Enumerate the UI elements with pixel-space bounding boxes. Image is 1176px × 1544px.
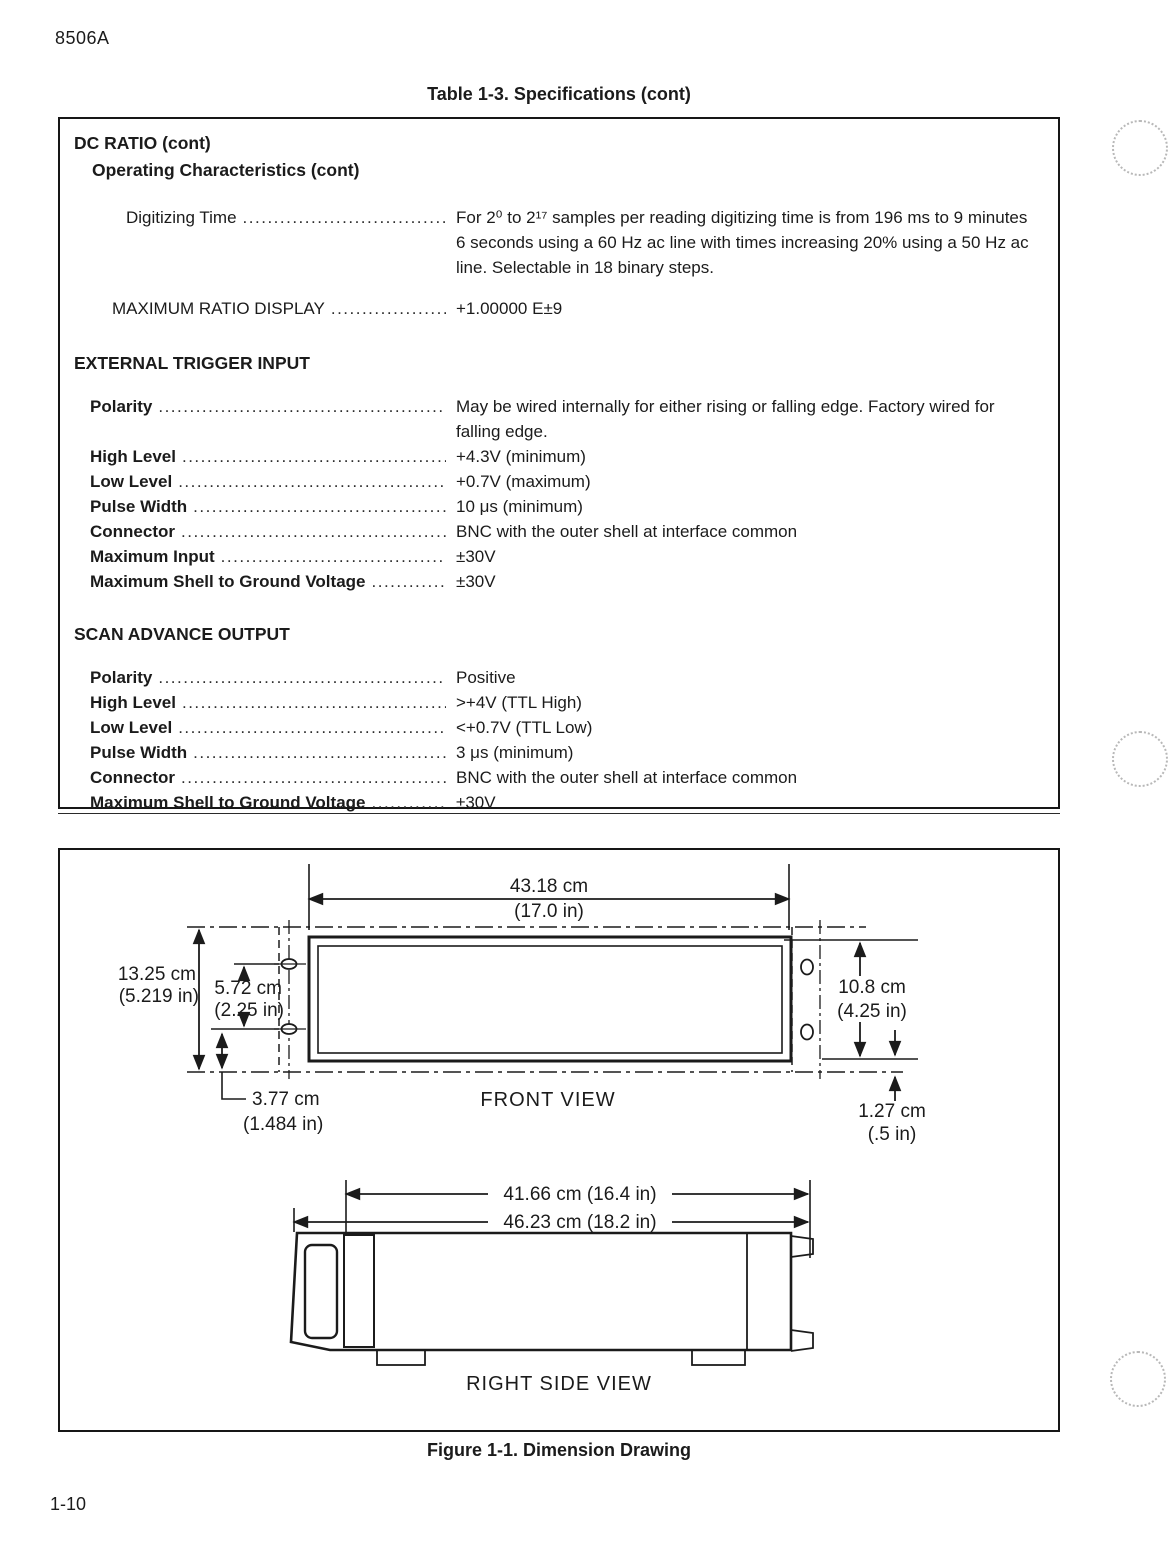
spec-row (74, 444, 1042, 469)
spec-row (74, 740, 1042, 765)
table-title: Table 1-3. Specifications (cont) (427, 84, 691, 104)
spec-label: Pulse Width (90, 743, 188, 762)
spec-label: Polarity (90, 668, 153, 687)
spec-label: High Level (90, 447, 176, 466)
spec-label: Connector (90, 522, 175, 541)
spec-value: +0.7V (maximum) (456, 472, 591, 491)
bottom-offset-in: (1.484 in) (243, 1114, 324, 1135)
front-width-in: (17.0 in) (514, 901, 584, 922)
side-chassis-dim: 41.66 cm (16.4 in) (503, 1184, 657, 1205)
dotted-leader (181, 519, 446, 544)
dimension-drawing (60, 850, 1057, 1429)
dotted-leader (181, 765, 446, 790)
spec-value: 10 μs (minimum) (456, 497, 583, 516)
dotted-leader (182, 444, 446, 469)
spec-row (74, 690, 1042, 715)
specifications-table (58, 117, 1060, 812)
opening-cm: 10.8 cm (838, 977, 906, 998)
dotted-leader (178, 469, 446, 494)
figure-caption: Figure 1-1. Dimension Drawing (426, 1440, 692, 1460)
punch-hole-artifact (1112, 120, 1168, 176)
spec-value: ±30V (456, 547, 496, 566)
spec-row (74, 765, 1042, 790)
spec-label: Digitizing Time (126, 208, 237, 227)
spec-value: BNC with the outer shell at interface common (456, 768, 798, 787)
front-height-in: (5.219 in) (118, 986, 199, 1007)
dotted-leader (331, 296, 446, 321)
front-view-drawing (187, 864, 918, 1101)
spec-row (74, 519, 1042, 544)
spec-value: +1.00000 E±9 (456, 299, 563, 318)
spec-value: May be wired internally for either rising or falling edge. Factory wired for falling edge. (456, 397, 995, 441)
dotted-leader (182, 690, 446, 715)
spec-label: Connector (90, 768, 175, 787)
opening-in: (4.25 in) (837, 1001, 907, 1022)
spec-row (74, 665, 1042, 690)
dotted-leader (178, 715, 446, 740)
dotted-leader (243, 205, 446, 230)
hole-spacing-cm: 5.72 cm (214, 978, 282, 999)
spec-label: Low Level (90, 718, 173, 737)
dotted-leader (372, 569, 447, 594)
page-number: 1-10 (50, 1494, 87, 1514)
spec-section (74, 622, 1042, 815)
front-width-cm: 43.18 cm (509, 876, 589, 897)
spec-value: >+4V (TTL High) (456, 693, 582, 712)
side-overall-dim: 46.23 cm (18.2 in) (503, 1212, 657, 1233)
spec-label: Polarity (90, 397, 153, 416)
spec-label: Pulse Width (90, 497, 188, 516)
section-subheading: Operating Characteristics (cont) (92, 160, 360, 180)
side-view-label: RIGHT SIDE VIEW (466, 1373, 652, 1395)
spec-row (74, 205, 1042, 280)
dotted-leader (158, 394, 446, 419)
hole-spacing-in: (2.25 in) (214, 1000, 284, 1021)
dotted-leader (193, 740, 446, 765)
section-heading: DC RATIO (cont) (74, 133, 211, 153)
spec-label: Low Level (90, 472, 173, 491)
spec-value: Positive (456, 668, 516, 687)
front-height-cm: 13.25 cm (117, 964, 196, 985)
dotted-leader (221, 544, 446, 569)
side-view-drawing (291, 1180, 813, 1365)
spec-value: +4.3V (minimum) (456, 447, 586, 466)
spec-label: Maximum Input (90, 547, 215, 566)
spec-row (74, 569, 1042, 594)
dotted-leader (372, 790, 447, 815)
dotted-leader (158, 665, 446, 690)
spec-label: MAXIMUM RATIO DISPLAY (112, 299, 325, 318)
spec-row (74, 394, 1042, 444)
spec-section (74, 351, 1042, 594)
model-number: 8506A (55, 28, 110, 48)
bottom-offset-cm: 3.77 cm (252, 1089, 320, 1110)
punch-hole-artifact (1110, 1351, 1166, 1407)
section-heading: EXTERNAL TRIGGER INPUT (74, 353, 310, 373)
spec-row (74, 790, 1042, 815)
lip-cm: 1.27 cm (858, 1101, 926, 1122)
spec-value: 3 μs (minimum) (456, 743, 574, 762)
spec-row (74, 494, 1042, 519)
spec-value: <+0.7V (TTL Low) (456, 718, 593, 737)
spec-label: Maximum Shell to Ground Voltage (90, 793, 366, 812)
spec-label: High Level (90, 693, 176, 712)
spec-value: ±30V (456, 793, 496, 812)
table-bottom-rule (58, 813, 1060, 814)
spec-row (74, 715, 1042, 740)
spec-section (74, 131, 1042, 321)
front-view-label: FRONT VIEW (480, 1089, 616, 1111)
punch-hole-artifact (1112, 731, 1168, 787)
section-heading: SCAN ADVANCE OUTPUT (74, 624, 290, 644)
spec-row (74, 544, 1042, 569)
spec-label: Maximum Shell to Ground Voltage (90, 572, 366, 591)
spec-value: BNC with the outer shell at interface common (456, 522, 798, 541)
spec-row (74, 296, 1042, 321)
dotted-leader (193, 494, 446, 519)
spec-row (74, 469, 1042, 494)
lip-in: (.5 in) (867, 1124, 917, 1145)
spec-value: ±30V (456, 572, 496, 591)
spec-value: For 2⁰ to 2¹⁷ samples per reading digitizing time is from 196 ms to 9 minutes 6 seconds using a 60 Hz ac line with times increasing 20% using a 50 Hz ac line. Selectable in 18 binary steps. (456, 208, 1029, 277)
figure-box (58, 848, 1060, 1432)
